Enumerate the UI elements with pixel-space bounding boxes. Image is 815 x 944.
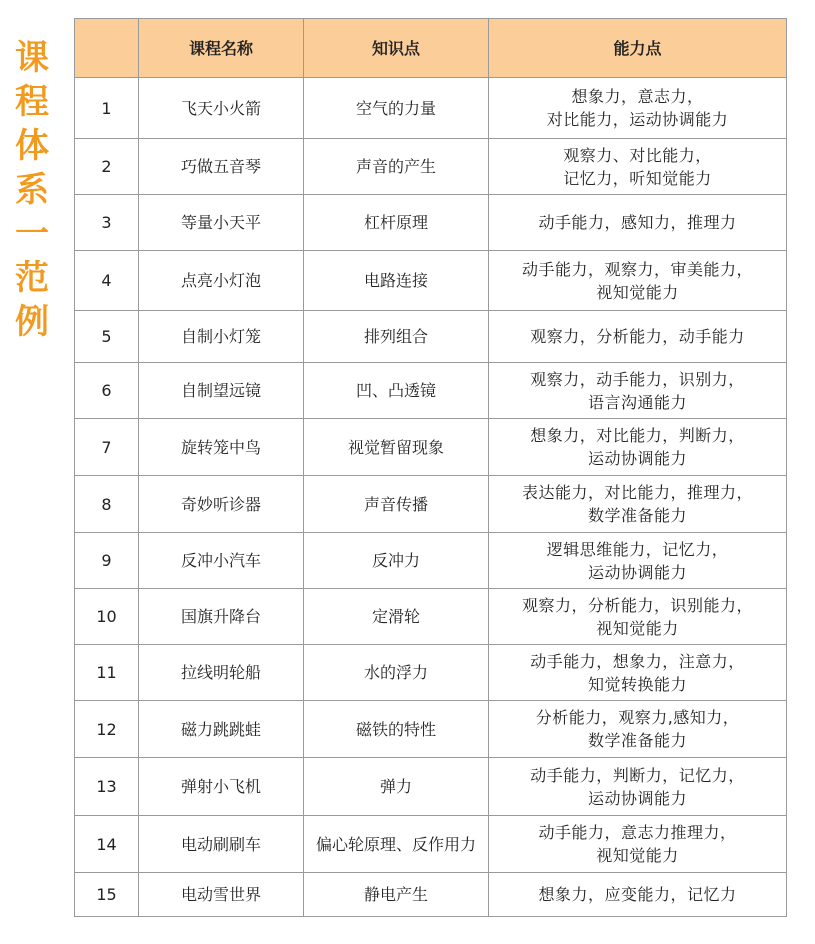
table-row xyxy=(75,701,787,758)
side-title-char: 例 xyxy=(15,302,49,342)
knowledge-point: 磁铁的特性 xyxy=(304,701,489,758)
side-title-char: 一 xyxy=(15,214,49,254)
knowledge-point: 凹、凸透镜 xyxy=(304,363,489,419)
row-index: 8 xyxy=(75,476,139,533)
ability-point: 分析能力，观察力,感知力， 数学准备能力 xyxy=(489,701,787,758)
row-index: 13 xyxy=(75,758,139,816)
ability-point: 观察力，分析能力，识别能力， 视知觉能力 xyxy=(489,589,787,645)
table-row xyxy=(75,251,787,311)
table-row xyxy=(75,195,787,251)
knowledge-point: 偏心轮原理、反作用力 xyxy=(304,816,489,873)
ability-point: 想象力，应变能力，记忆力 xyxy=(489,873,787,917)
curriculum-table xyxy=(74,18,787,917)
course-name: 拉线明轮船 xyxy=(139,645,304,701)
table-row xyxy=(75,645,787,701)
course-name: 巧做五音琴 xyxy=(139,139,304,195)
row-index: 5 xyxy=(75,311,139,363)
knowledge-point: 弹力 xyxy=(304,758,489,816)
row-index: 6 xyxy=(75,363,139,419)
course-name: 等量小天平 xyxy=(139,195,304,251)
ability-point: 动手能力，意志力推理力， 视知觉能力 xyxy=(489,816,787,873)
table-row xyxy=(75,363,787,419)
knowledge-point: 声音传播 xyxy=(304,476,489,533)
ability-point: 动手能力，判断力，记忆力， 运动协调能力 xyxy=(489,758,787,816)
side-title-char: 范 xyxy=(15,258,49,298)
knowledge-point: 水的浮力 xyxy=(304,645,489,701)
knowledge-point: 视觉暂留现象 xyxy=(304,419,489,476)
ability-point: 动手能力，想象力，注意力， 知觉转换能力 xyxy=(489,645,787,701)
course-name: 电动雪世界 xyxy=(139,873,304,917)
ability-point: 观察力，动手能力，识别力， 语言沟通能力 xyxy=(489,363,787,419)
ability-point: 逻辑思维能力，记忆力， 运动协调能力 xyxy=(489,533,787,589)
side-title-char: 程 xyxy=(15,82,49,122)
side-title xyxy=(12,36,52,344)
row-index: 10 xyxy=(75,589,139,645)
row-index: 7 xyxy=(75,419,139,476)
row-index: 12 xyxy=(75,701,139,758)
course-name: 点亮小灯泡 xyxy=(139,251,304,311)
course-name: 反冲小汽车 xyxy=(139,533,304,589)
side-title-char: 体 xyxy=(15,126,49,166)
course-name: 弹射小飞机 xyxy=(139,758,304,816)
knowledge-point: 反冲力 xyxy=(304,533,489,589)
header-ability-point: 能力点 xyxy=(489,19,787,78)
ability-point: 动手能力，观察力，审美能力， 视知觉能力 xyxy=(489,251,787,311)
course-name: 自制望远镜 xyxy=(139,363,304,419)
knowledge-point: 静电产生 xyxy=(304,873,489,917)
course-name: 飞天小火箭 xyxy=(139,78,304,139)
knowledge-point: 声音的产生 xyxy=(304,139,489,195)
side-title-char: 系 xyxy=(15,170,49,210)
ability-point: 表达能力，对比能力，推理力， 数学准备能力 xyxy=(489,476,787,533)
table-row xyxy=(75,78,787,139)
table-row xyxy=(75,476,787,533)
row-index: 4 xyxy=(75,251,139,311)
table-row xyxy=(75,873,787,917)
course-name: 磁力跳跳蛙 xyxy=(139,701,304,758)
table-row xyxy=(75,589,787,645)
table-row xyxy=(75,533,787,589)
row-index: 15 xyxy=(75,873,139,917)
header-course-name: 课程名称 xyxy=(139,19,304,78)
row-index: 9 xyxy=(75,533,139,589)
row-index: 2 xyxy=(75,139,139,195)
knowledge-point: 空气的力量 xyxy=(304,78,489,139)
row-index: 14 xyxy=(75,816,139,873)
table-row xyxy=(75,816,787,873)
course-name: 电动刷刷车 xyxy=(139,816,304,873)
table-row xyxy=(75,139,787,195)
header-knowledge-point: 知识点 xyxy=(304,19,489,78)
knowledge-point: 排列组合 xyxy=(304,311,489,363)
row-index: 3 xyxy=(75,195,139,251)
course-name: 自制小灯笼 xyxy=(139,311,304,363)
course-name: 奇妙听诊器 xyxy=(139,476,304,533)
ability-point: 想象力，意志力， 对比能力，运动协调能力 xyxy=(489,78,787,139)
knowledge-point: 电路连接 xyxy=(304,251,489,311)
table-row xyxy=(75,419,787,476)
course-name: 旋转笼中鸟 xyxy=(139,419,304,476)
ability-point: 动手能力，感知力，推理力 xyxy=(489,195,787,251)
row-index: 11 xyxy=(75,645,139,701)
ability-point: 观察力，分析能力，动手能力 xyxy=(489,311,787,363)
table-header-row xyxy=(75,19,787,78)
header-index xyxy=(75,19,139,78)
course-name: 国旗升降台 xyxy=(139,589,304,645)
table-row xyxy=(75,758,787,816)
knowledge-point: 定滑轮 xyxy=(304,589,489,645)
ability-point: 想象力，对比能力，判断力， 运动协调能力 xyxy=(489,419,787,476)
table-row xyxy=(75,311,787,363)
knowledge-point: 杠杆原理 xyxy=(304,195,489,251)
row-index: 1 xyxy=(75,78,139,139)
side-title-char: 课 xyxy=(15,38,49,78)
ability-point: 观察力、对比能力， 记忆力，听知觉能力 xyxy=(489,139,787,195)
